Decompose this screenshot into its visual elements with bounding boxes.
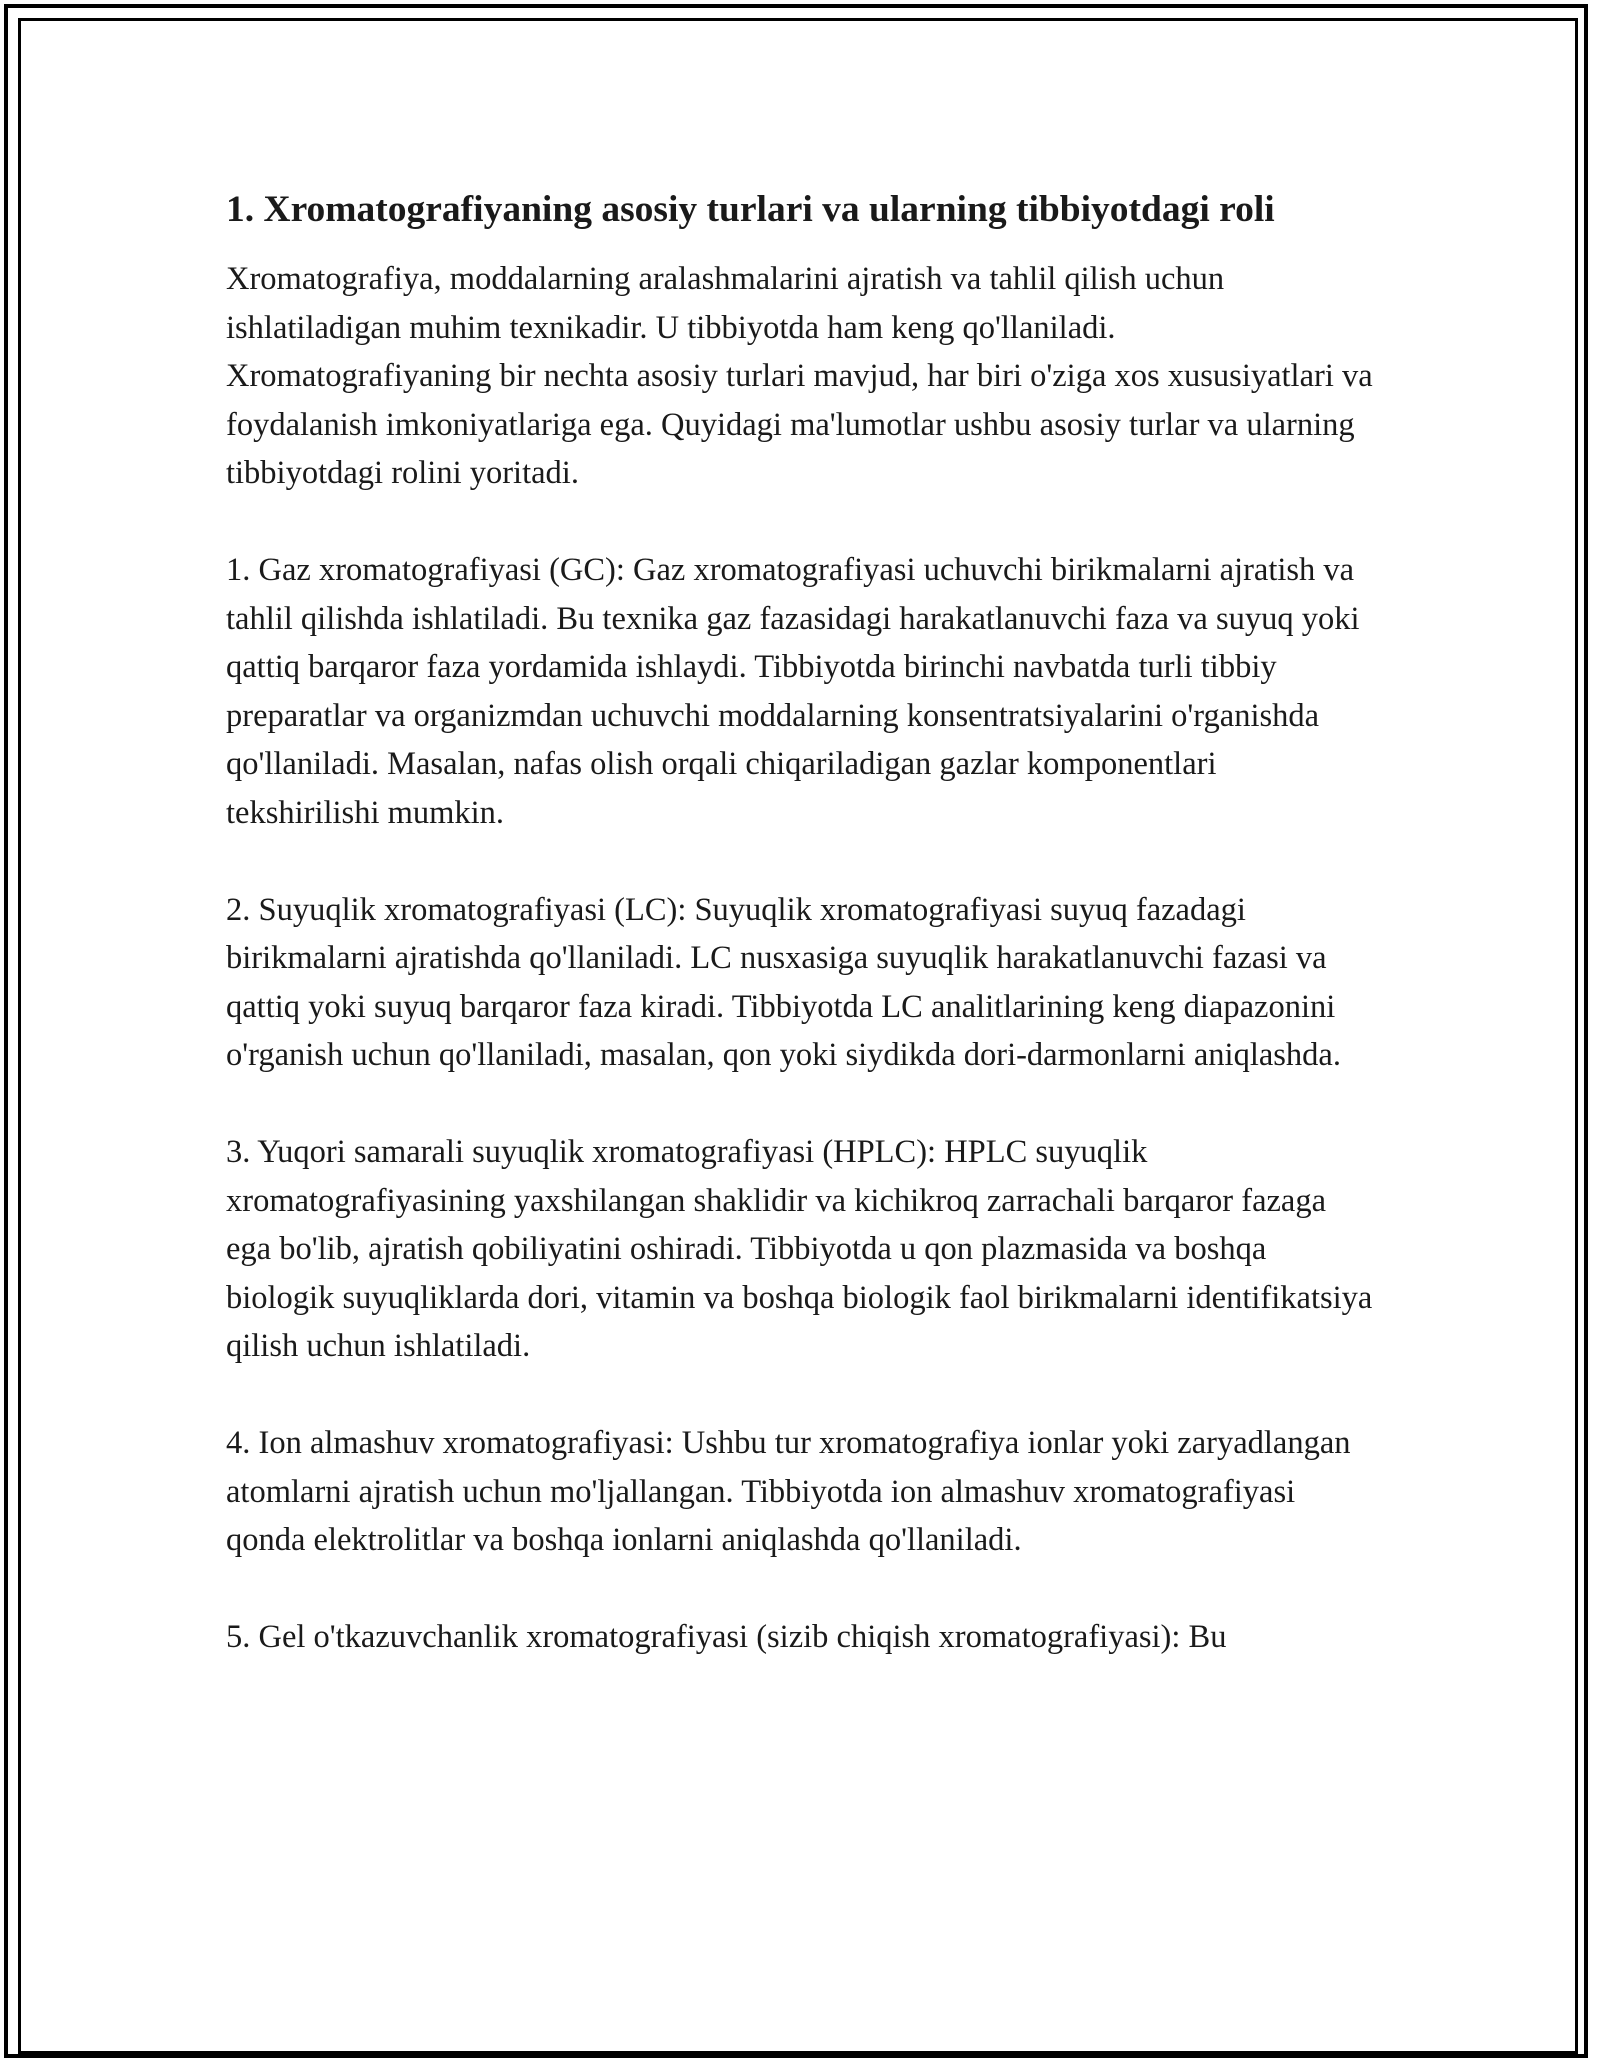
document-title: 1. Xromatografiyaning asosiy turlari va ularning tibbiyotdagi roli <box>226 189 1275 230</box>
document-body <box>226 183 1376 1710</box>
paragraph-gas-chromatography: 1. Gaz xromatografiyasi (GC): Gaz xromatografiyasi uchuvchi birikmalarni ajratish va tahlil qilishda ishlatiladi. Bu texnika gaz fazasidagi harakatlanuvchi faza va suyuq yoki qattiq barqaror faza yordamida ishlaydi. Tibbiyotda birinchi navbatda turli tibbiy preparatlar va organizmdan uchuvchi moddalarning konsentratsiyalarini o'rganishda qo'llaniladi. Masalan, nafas olish orqali chiqariladigan gazlar komponentlari tekshirilishi mumkin. <box>226 552 1360 831</box>
paragraph-liquid-chromatography: 2. Suyuqlik xromatografiyasi (LC): Suyuqlik xromatografiyasi suyuq fazadagi birikmalarni ajratishda qo'llaniladi. LC nusxasiga suyuqlik harakatlanuvchi fazasi va qattiq yoki suyuq barqaror faza kiradi. Tibbiyotda LC analitlarining keng diapazonini o'rganish uchun qo'llaniladi, masalan, qon yoki siydikda dori-darmonlarni aniqlashda. <box>226 891 1341 1073</box>
paragraph-gel-permeation: 5. Gel o'tkazuvchanlik xromatografiyasi (sizib chiqish xromatografiyasi): Bu <box>226 1619 1227 1655</box>
paragraph-intro: Xromatografiya, moddalarning aralashmalarini ajratish va tahlil qilish uchun ishlatiladigan muhim texnikadir. U tibbiyotda ham keng qo'llaniladi. Xromatografiyaning bir nechta asosiy turlari mavjud, har biri o'ziga xos xususiyatlari va foydalanish imkoniyatlariga ega. Quyidagi ma'lumotlar ushbu asosiy turlar va ularning tibbiyotdagi rolini yoritadi. <box>226 261 1373 491</box>
paragraph-ion-exchange: 4. Ion almashuv xromatografiyasi: Ushbu tur xromatografiya ionlar yoki zaryadlangan atomlarni ajratish uchun mo'ljallangan. Tibbiyotda ion almashuv xromatografiyasi qonda elektrolitlar va boshqa ionlarni aniqlashda qo'llaniladi. <box>226 1425 1351 1558</box>
paragraph-hplc: 3. Yuqori samarali suyuqlik xromatografiyasi (HPLC): HPLC suyuqlik xromatografiyasining yaxshilangan shaklidir va kichikroq zarrachali barqaror fazaga ega bo'lib, ajratish qobiliyatini oshiradi. Tibbiyotda u qon plazmasida va boshqa biologik suyuqliklarda dori, vitamin va boshqa biologik faol birikmalarni identifikatsiya qilish uchun ishlatiladi. <box>226 1134 1373 1364</box>
